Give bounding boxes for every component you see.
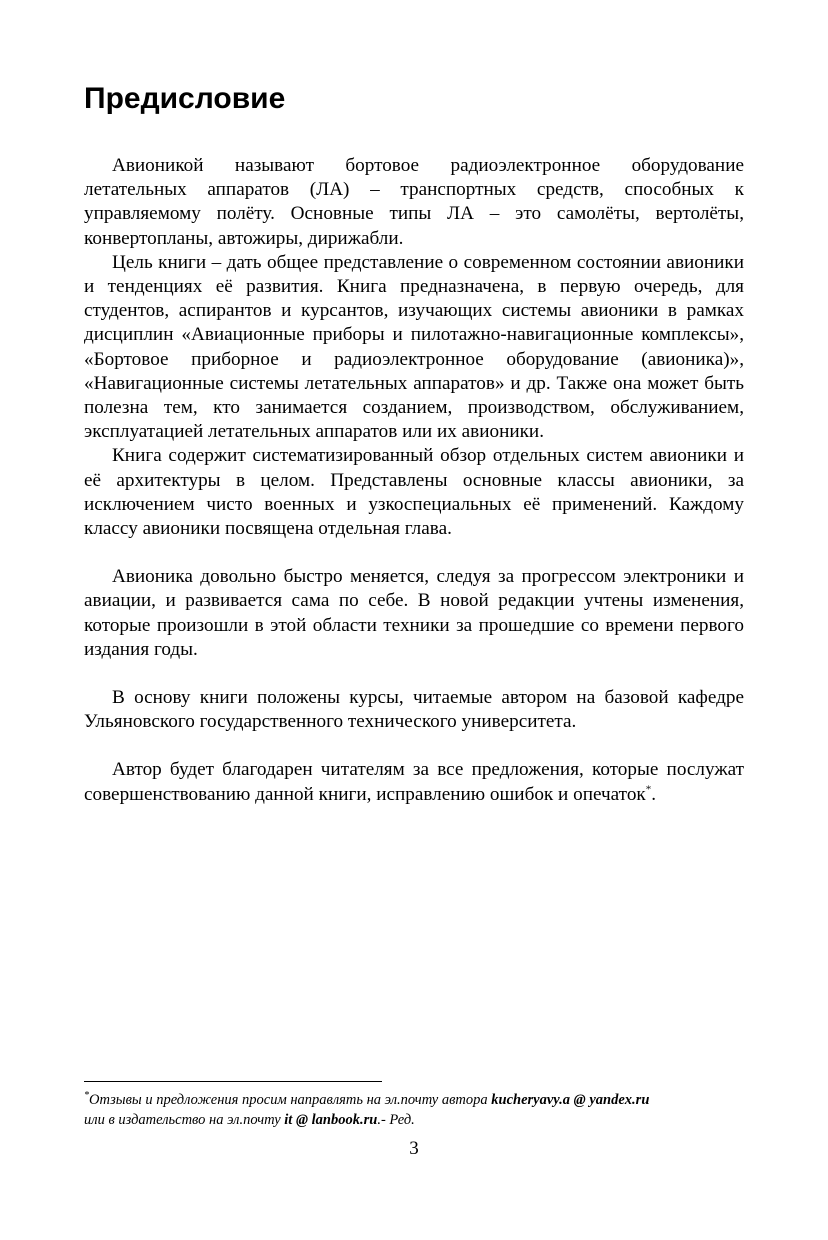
footnote-reference: * — [645, 783, 652, 796]
author-email: kucheryavy.a @ yandex.ru — [491, 1092, 650, 1108]
paragraph-2: Цель книги – дать общее представление о современном состоянии авионики и тенденциях её развития. Книга предназначена, в первую очередь, для студентов, аспирантов и курсантов, изучающих системы авионики в рамках дисциплин «Авиационные приборы и пилотажно-навигационные комплексы», «Бортовое приборное и радиоэлектронное оборудование (авионика)», «Навигационные системы летательных аппаратов» и др. Также она может быть полезна тем, кто занимается созданием, производством, обслуживанием, эксплуатацией летательных аппаратов или их авионики. — [84, 251, 744, 443]
footnote-text-2: или в издательство на эл.почту — [84, 1112, 285, 1128]
footnote-divider — [84, 1081, 382, 1082]
paragraph-6-text: Автор будет благодарен читателям за все предложения, которые послужат совершенствованию данной книги, исправлению ошибок и опечаток — [84, 759, 744, 805]
footnote — [84, 1090, 764, 1130]
page-title: Предисловие — [84, 82, 286, 115]
paragraph-6: Автор будет благодарен читателям за все предложения, которые послужат совершенствованию данной книги, исправлению ошибок и опечаток*. — [84, 759, 744, 805]
body-text — [84, 154, 744, 807]
footnote-text-3: .- Ред. — [377, 1112, 415, 1128]
page-number: 3 — [409, 1138, 419, 1159]
paragraph-4: Авионика довольно быстро меняется, следуя за прогрессом электроники и авиации, и развивается сама по себе. В новой редакции учтены изменения, которые произошли в этой области техники за прошедшие со времени первого издания годы. — [84, 566, 744, 660]
paragraph-1: Авионикой называют бортовое радиоэлектронное оборудование летательных аппаратов (ЛА) – транспортных средств, способных к управляемому полёту. Основные типы ЛА – это самолёты, вертолёты, конвертопланы, автожиры, дирижабли. — [84, 155, 744, 249]
paragraph-5: В основу книги положены курсы, читаемые автором на базовой кафедре Ульяновского государственного технического университета. — [84, 687, 744, 733]
footnote-marker: * — [84, 1090, 89, 1102]
footnote-text-1: Отзывы и предложения просим направлять на эл.почту автора — [89, 1092, 492, 1108]
publisher-email: it @ lanbook.ru — [284, 1112, 378, 1128]
paragraph-3: Книга содержит систематизированный обзор отдельных систем авионики и её архитектуры в целом. Представлены основные классы авионики, за исключением чисто военных и узкоспециальных её применений. Каждому классу авионики посвящена отдельная глава. — [84, 445, 744, 540]
